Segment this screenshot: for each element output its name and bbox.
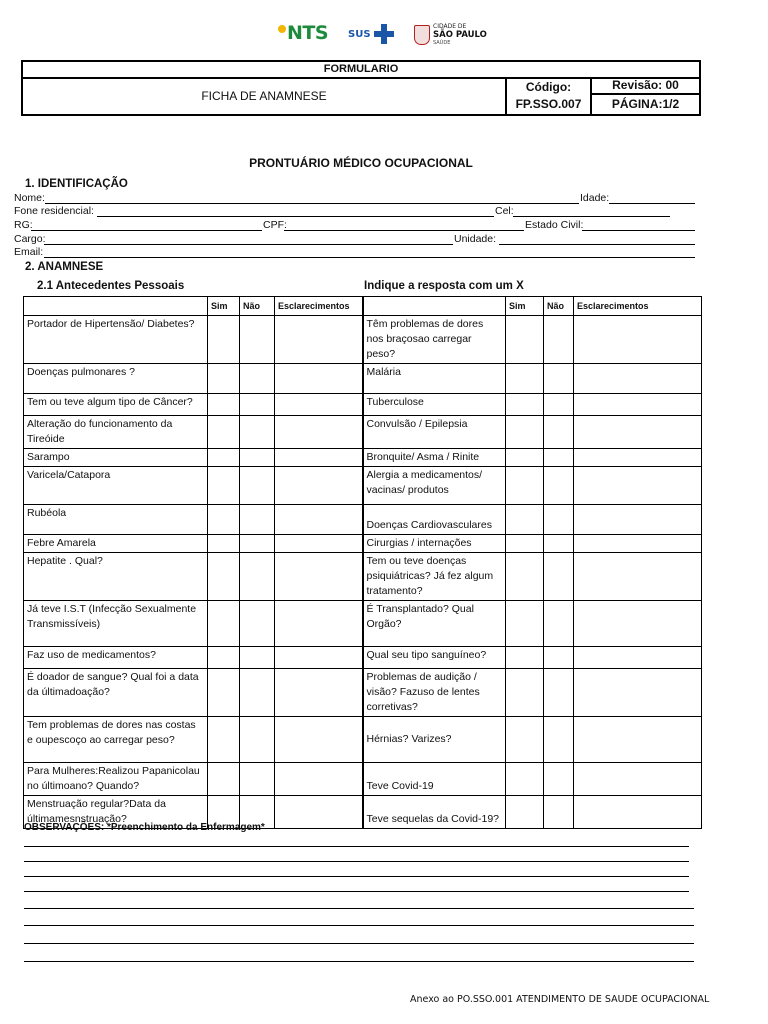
esclarecimentos-right[interactable]	[574, 763, 702, 796]
fone-field[interactable]	[97, 205, 494, 217]
question-right: Teve Covid-19	[363, 763, 506, 796]
header-nao-left: Não	[240, 297, 275, 316]
question-left: Portador de Hipertensão/ Diabetes?	[24, 316, 208, 364]
sim-checkbox-right[interactable]	[506, 647, 544, 669]
sim-checkbox-right[interactable]	[506, 416, 544, 449]
nts-logo-text: NTS	[287, 22, 329, 44]
question-right: Tuberculose	[363, 394, 506, 416]
sim-checkbox-left[interactable]	[208, 601, 240, 647]
nao-checkbox-right[interactable]	[544, 505, 574, 535]
nome-label: Nome:	[14, 192, 45, 204]
esclarecimentos-right[interactable]	[574, 717, 702, 763]
sim-checkbox-right[interactable]	[506, 763, 544, 796]
rg-field[interactable]	[31, 219, 262, 231]
sim-checkbox-right[interactable]	[506, 316, 544, 364]
question-right: Alergia a medicamentos/ vacinas/ produtos	[363, 467, 506, 505]
question-right: Malária	[363, 364, 506, 394]
nao-checkbox-left[interactable]	[240, 601, 275, 647]
nao-checkbox-right[interactable]	[544, 553, 574, 601]
question-left: Tem ou teve algum tipo de Câncer?	[24, 394, 208, 416]
email-field[interactable]	[44, 246, 695, 258]
nao-checkbox-left[interactable]	[240, 394, 275, 416]
estado-civil-label: Estado Civil:	[525, 219, 584, 231]
unidade-field[interactable]	[499, 233, 695, 245]
obs-line-8[interactable]	[24, 961, 694, 962]
cpf-label: CPF:	[263, 219, 287, 231]
nao-checkbox-right[interactable]	[544, 394, 574, 416]
table-row	[24, 416, 702, 449]
rg-label: RG:	[14, 219, 33, 231]
table-row	[24, 505, 702, 535]
plus-cross-icon	[374, 24, 394, 44]
sim-checkbox-left[interactable]	[208, 394, 240, 416]
question-right: Têm problemas de dores nos braçosao carregar peso?	[363, 316, 506, 364]
form-header	[21, 60, 701, 116]
obs-line-4[interactable]	[24, 891, 689, 892]
nome-field[interactable]	[45, 192, 579, 204]
anamnese-heading: 2. ANAMNESE	[25, 261, 104, 273]
nao-checkbox-left[interactable]	[240, 364, 275, 394]
table-row	[24, 717, 702, 763]
question-left: É doador de sangue? Qual foi a data da últimadoação?	[24, 669, 208, 717]
instruction-text: Indique a resposta com um X	[364, 280, 524, 292]
obs-line-3[interactable]	[24, 876, 689, 877]
cargo-field[interactable]	[44, 233, 453, 245]
nao-checkbox-left[interactable]	[240, 717, 275, 763]
nao-checkbox-left[interactable]	[240, 647, 275, 669]
esclarecimentos-left[interactable]	[275, 763, 363, 796]
sim-checkbox-right[interactable]	[506, 601, 544, 647]
email-label: Email:	[14, 246, 44, 258]
fone-label: Fone residencial:	[14, 205, 94, 217]
header-blank-right	[363, 297, 506, 316]
header-nao-right: Não	[544, 297, 574, 316]
sim-checkbox-right[interactable]	[506, 449, 544, 467]
question-right: Tem ou teve doenças psiquiátricas? Já fez algum tratamento?	[363, 553, 506, 601]
table-row	[24, 364, 702, 394]
sim-checkbox-left[interactable]	[208, 535, 240, 553]
nao-checkbox-left[interactable]	[240, 763, 275, 796]
estado-civil-field[interactable]	[582, 219, 695, 231]
question-right: Cirurgias / internações	[363, 535, 506, 553]
nao-checkbox-right[interactable]	[544, 647, 574, 669]
esclarecimentos-right[interactable]	[574, 467, 702, 505]
pagina-cell: PÁGINA:1/2	[611, 97, 680, 111]
cargo-label: Cargo:	[14, 233, 46, 245]
nao-checkbox-left[interactable]	[240, 467, 275, 505]
codigo-cell	[507, 79, 592, 114]
obs-line-7[interactable]	[24, 943, 694, 944]
esclarecimentos-left[interactable]	[275, 717, 363, 763]
question-right: Convulsão / Epilepsia	[363, 416, 506, 449]
header-sim-left: Sim	[208, 297, 240, 316]
obs-line-2[interactable]	[24, 861, 689, 862]
question-left: Já teve I.S.T (Infecção Sexualmente Transmissíveis)	[24, 601, 208, 647]
antecedentes-heading: 2.1 Antecedentes Pessoais	[37, 280, 185, 292]
esclarecimentos-left[interactable]	[275, 669, 363, 717]
sim-checkbox-left[interactable]	[208, 416, 240, 449]
city-seal-icon	[414, 25, 430, 45]
sim-checkbox-right[interactable]	[506, 467, 544, 505]
table-row	[24, 647, 702, 669]
header-escl-left: Esclarecimentos	[275, 297, 363, 316]
sp-logo-main: SÃO PAULO	[433, 30, 487, 40]
nao-checkbox-left[interactable]	[240, 535, 275, 553]
nao-checkbox-right[interactable]	[544, 763, 574, 796]
nao-checkbox-right[interactable]	[544, 535, 574, 553]
esclarecimentos-right[interactable]	[574, 601, 702, 647]
nao-checkbox-right[interactable]	[544, 416, 574, 449]
esclarecimentos-right[interactable]	[574, 647, 702, 669]
esclarecimentos-left[interactable]	[275, 553, 363, 601]
observacoes-heading: OBSERVAÇÕES: *Preenchimento da Enfermagem*	[24, 822, 265, 833]
sim-checkbox-left[interactable]	[208, 647, 240, 669]
nao-checkbox-right[interactable]	[544, 669, 574, 717]
cpf-field[interactable]	[284, 219, 524, 231]
unidade-label: Unidade:	[454, 233, 497, 245]
table-row	[24, 394, 702, 416]
question-right: Hérnias? Varizes?	[363, 717, 506, 763]
table-row	[24, 553, 702, 601]
sim-checkbox-right[interactable]	[506, 364, 544, 394]
esclarecimentos-right[interactable]	[574, 449, 702, 467]
question-left: Sarampo	[24, 449, 208, 467]
esclarecimentos-left[interactable]	[275, 647, 363, 669]
question-right: Bronquite/ Asma / Rinite	[363, 449, 506, 467]
nao-checkbox-right[interactable]	[544, 601, 574, 647]
nao-checkbox-right[interactable]	[544, 364, 574, 394]
footer-note: Anexo ao PO.SSO.001 ATENDIMENTO DE SAÚDE OCUPACIONAL	[410, 994, 710, 1005]
question-left: Rubéola	[24, 505, 208, 535]
sim-checkbox-right[interactable]	[506, 796, 544, 829]
esclarecimentos-left[interactable]	[275, 535, 363, 553]
nao-checkbox-right[interactable]	[544, 796, 574, 829]
esclarecimentos-right[interactable]	[574, 316, 702, 364]
sp-logo-sub: SAÚDE	[433, 40, 451, 46]
table-header-row	[24, 297, 702, 316]
nao-checkbox-left[interactable]	[240, 505, 275, 535]
sim-checkbox-right[interactable]	[506, 669, 544, 717]
obs-line-6[interactable]	[24, 925, 694, 926]
antecedentes-table	[23, 296, 702, 829]
question-left: Doenças pulmonares ?	[24, 364, 208, 394]
table-row	[24, 535, 702, 553]
question-right: Teve sequelas da Covid-19?	[363, 796, 506, 829]
nao-checkbox-left[interactable]	[240, 416, 275, 449]
question-right: Qual seu tipo sanguíneo?	[363, 647, 506, 669]
esclarecimentos-left[interactable]	[275, 467, 363, 505]
esclarecimentos-left[interactable]	[275, 601, 363, 647]
esclarecimentos-right[interactable]	[574, 535, 702, 553]
sim-checkbox-right[interactable]	[506, 394, 544, 416]
sim-checkbox-left[interactable]	[208, 763, 240, 796]
question-left: Menstruação regular?Data da últimamesnstruação?	[24, 796, 208, 829]
page-title: PRONTUÁRIO MÉDICO OCUPACIONAL	[249, 156, 473, 170]
sim-checkbox-left[interactable]	[208, 669, 240, 717]
sim-checkbox-left[interactable]	[208, 553, 240, 601]
ficha-title: FICHA DE ANAMNESE	[23, 79, 507, 114]
nao-checkbox-right[interactable]	[544, 316, 574, 364]
esclarecimentos-right[interactable]	[574, 505, 702, 535]
obs-line-5[interactable]	[24, 908, 694, 909]
esclarecimentos-left[interactable]	[275, 505, 363, 535]
nao-checkbox-left[interactable]	[240, 449, 275, 467]
sim-checkbox-right[interactable]	[506, 717, 544, 763]
esclarecimentos-left[interactable]	[275, 364, 363, 394]
question-left: Para Mulheres:Realizou Papanicolau no últimoano? Quando?	[24, 763, 208, 796]
revisao-cell: Revisão: 00	[592, 79, 699, 95]
table-row	[24, 449, 702, 467]
codigo-label: Código:	[525, 80, 572, 94]
header-escl-right: Esclarecimentos	[574, 297, 702, 316]
esclarecimentos-right[interactable]	[574, 553, 702, 601]
obs-line-1[interactable]	[24, 846, 689, 847]
identificacao-heading: 1. IDENTIFICAÇÃO	[25, 178, 128, 190]
cel-field[interactable]	[513, 205, 670, 217]
question-left: Hepatite . Qual?	[24, 553, 208, 601]
header-sim-right: Sim	[506, 297, 544, 316]
nts-logo	[278, 22, 328, 44]
nao-checkbox-left[interactable]	[240, 553, 275, 601]
idade-field[interactable]	[609, 192, 695, 204]
sus-logo	[348, 24, 394, 44]
esclarecimentos-right[interactable]	[574, 669, 702, 717]
question-left: Tem problemas de dores nas costas e oupescoço ao carregar peso?	[24, 717, 208, 763]
nao-checkbox-left[interactable]	[240, 316, 275, 364]
cel-label: Cel:	[495, 205, 514, 217]
nao-checkbox-right[interactable]	[544, 467, 574, 505]
table-row	[24, 669, 702, 717]
sim-checkbox-left[interactable]	[208, 316, 240, 364]
table-row	[24, 601, 702, 647]
formulario-label: FORMULARIO	[23, 62, 699, 79]
question-left: Alteração do funcionamento da Tireóide	[24, 416, 208, 449]
nao-checkbox-right[interactable]	[544, 717, 574, 763]
sao-paulo-logo	[414, 23, 487, 47]
sus-logo-text: SUS	[348, 28, 371, 40]
esclarecimentos-right[interactable]	[574, 394, 702, 416]
esclarecimentos-left[interactable]	[275, 796, 363, 829]
sim-checkbox-left[interactable]	[208, 717, 240, 763]
sim-checkbox-right[interactable]	[506, 505, 544, 535]
esclarecimentos-left[interactable]	[275, 449, 363, 467]
idade-label: Idade:	[580, 192, 610, 204]
question-right: Doenças Cardiovasculares	[363, 505, 506, 535]
sim-checkbox-left[interactable]	[208, 467, 240, 505]
esclarecimentos-left[interactable]	[275, 394, 363, 416]
question-right: É Transplantado? Qual Orgão?	[363, 601, 506, 647]
nao-checkbox-right[interactable]	[544, 449, 574, 467]
codigo-value: FP.SSO.007	[515, 97, 582, 111]
table-row	[24, 467, 702, 505]
esclarecimentos-left[interactable]	[275, 316, 363, 364]
esclarecimentos-right[interactable]	[574, 416, 702, 449]
sim-checkbox-right[interactable]	[506, 535, 544, 553]
sim-checkbox-right[interactable]	[506, 553, 544, 601]
esclarecimentos-right[interactable]	[574, 364, 702, 394]
esclarecimentos-right[interactable]	[574, 796, 702, 829]
question-right: Problemas de audição / visão? Fazuso de lentes corretivas?	[363, 669, 506, 717]
sp-logo-top: CIDADE DE	[433, 23, 467, 30]
question-left: Varicela/Catapora	[24, 467, 208, 505]
sim-checkbox-left[interactable]	[208, 364, 240, 394]
esclarecimentos-left[interactable]	[275, 416, 363, 449]
header-blank-left	[24, 297, 208, 316]
table-row	[24, 763, 702, 796]
nao-checkbox-left[interactable]	[240, 669, 275, 717]
sim-checkbox-left[interactable]	[208, 505, 240, 535]
question-left: Febre Amarela	[24, 535, 208, 553]
sim-checkbox-left[interactable]	[208, 449, 240, 467]
question-left: Faz uso de medicamentos?	[24, 647, 208, 669]
table-row	[24, 316, 702, 364]
